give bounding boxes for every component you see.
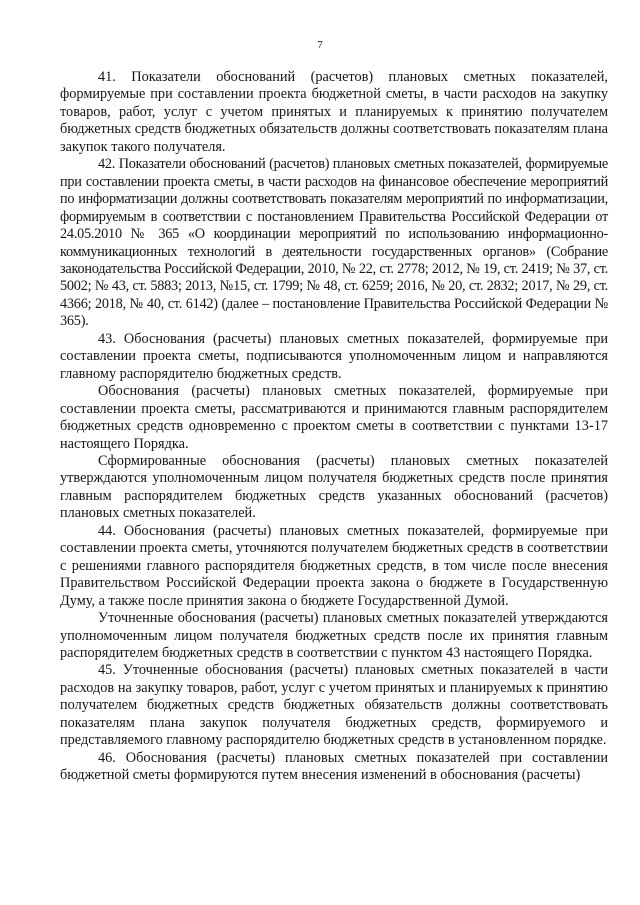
page-number: 7 <box>317 39 323 51</box>
document-body <box>60 69 608 785</box>
paragraph-41: 41. Показатели обоснований (расчетов) плановых сметных показателей, формируемые при составлении проекта бюджетной сметы, в части расходов на закупку товаров, работ, услуг с учетом принятых и планируемых к принятию получателем бюджетных средств бюджетных обязательств должны соответствовать показателям плана закупок такого получателя. <box>60 69 608 155</box>
paragraph-45: 45. Уточненные обоснования (расчеты) плановых сметных показателей в части расходов на закупку товаров, работ, услуг с учетом принятых и планируемых к принятию получателем бюджетных средств бюджетных обязательств должны соответствовать показателям плана закупок получателя бюджетных средств, формируемого и представляемого главному распорядителю бюджетных средств в установленном порядке. <box>60 662 608 749</box>
paragraph-43: 43. Обоснования (расчеты) плановых сметных показателей, формируемые при составлении проекта сметы, подписываются уполномоченным лицом и направляются главному распорядителю бюджетных средств. <box>60 330 608 382</box>
paragraph-46: 46. Обоснования (расчеты) плановых сметных показателей при составлении бюджетной сметы формируются путем внесения изменений в обоснования (расчеты) <box>60 749 608 784</box>
paragraph-42: 42. Показатели обоснований (расчетов) плановых сметных показателей, формируемые при составлении проекта сметы, в части расходов на финансовое обеспечение мероприятий по информатизации должны соответствовать показателям мероприятий по информатизации, формируемым в соответствии с постановлением Правительства Российской Федерации от 24.05.2010 № 365 «О координации мероприятий по использованию информационно-коммуникационных технологий в деятельности государственных органов» (Собрание законодательства Российской Федерации, 2010, № 22, ст. 2778; 2012, № 19, ст. 2419; № 37, ст. 5002; № 43, ст. 5883; 2013, №15, ст. 1799; № 48, ст. 6259; 2016, № 20, ст. 2832; 2017, № 29, ст. 4366; 2018, № 40, ст. 6142) (далее – постановление Правительства Российской Федерации № 365). <box>60 156 608 330</box>
paragraph-43-approval: Сформированные обоснования (расчеты) плановых сметных показателей утверждаются уполномоченным лицом получателя бюджетных средств после принятия главным распорядителем бюджетных средств указанных обоснований (расчетов) плановых сметных показателей. <box>60 452 608 522</box>
paragraph-44-refined: Уточненные обоснования (расчеты) плановых сметных показателей утверждаются уполномоченным лицом получателя бюджетных средств после их принятия главным распорядителем бюджетных средств в соответствии с пунктом 43 настоящего Порядка. <box>60 610 608 661</box>
paragraph-43-review: Обоснования (расчеты) плановых сметных показателей, формируемые при составлении проекта сметы, рассматриваются и принимаются главным распорядителем бюджетных средств одновременно с проектом сметы в соответствии с пунктами 13-17 настоящего Порядка. <box>60 383 608 452</box>
paragraph-44: 44. Обоснования (расчеты) плановых сметных показателей, формируемые при составлении проекта сметы, уточняются получателем бюджетных средств в соответствии с решениями главного распорядителя бюджетных средств, в том числе после внесения Правительством Российской Федерации проекта закона о бюджете в Государственную Думу, а также после принятия закона о бюджете Государственной Думой. <box>60 522 608 609</box>
